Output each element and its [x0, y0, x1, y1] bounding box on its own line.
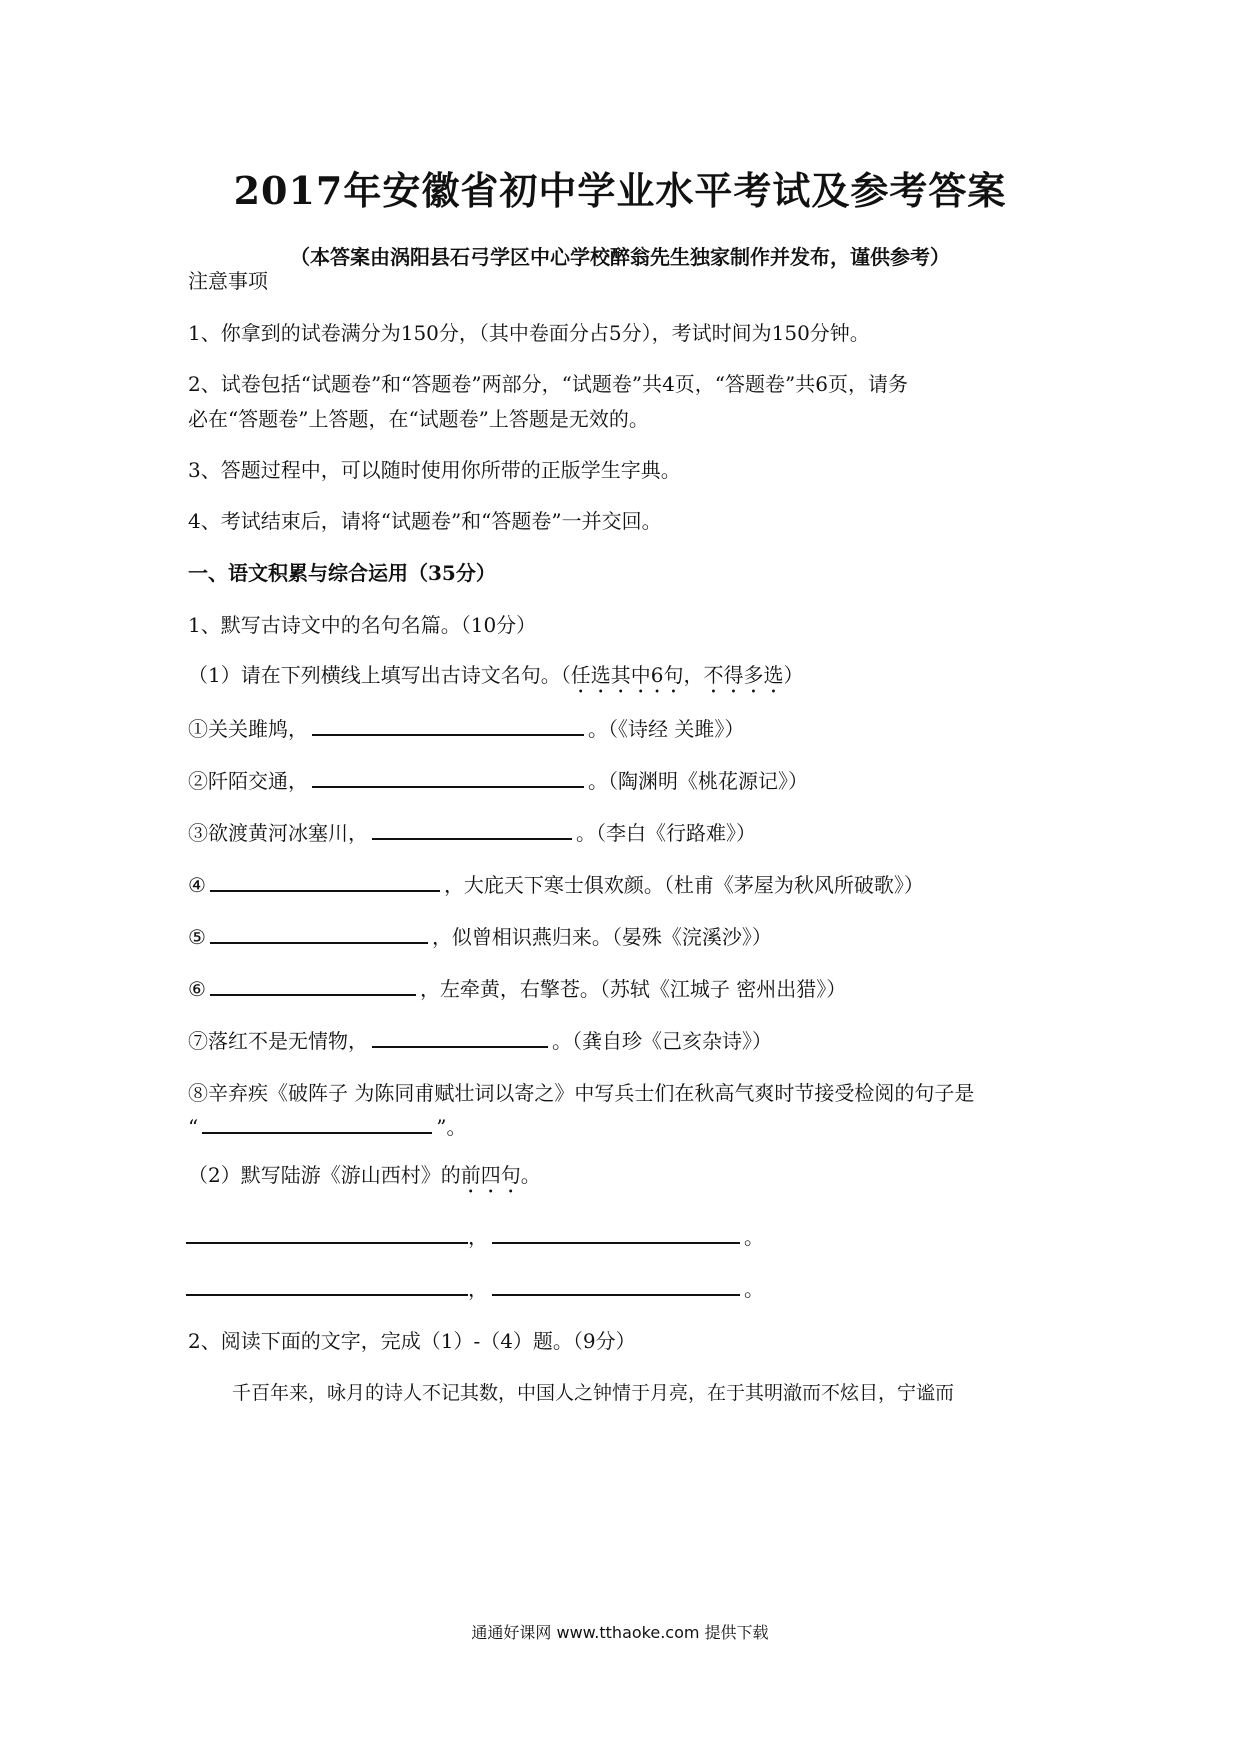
poem-line-1 — [186, 1222, 764, 1252]
fill-line-1 — [188, 714, 744, 744]
note-item-1: 1、你拿到的试卷满分为150分，（其中卷面分占5分），考试时间为150分钟。 — [188, 321, 870, 345]
answer-blank-8[interactable] — [202, 1112, 432, 1134]
section-heading: 一、语文积累与综合运用（35分） — [188, 561, 496, 585]
fill-line-1-prefix: ①关关雎鸠， — [188, 717, 308, 741]
fill-line-1-source: 。（《诗经 关雎》） — [588, 717, 745, 741]
fill-line-4-prefix: ④ — [188, 873, 206, 897]
answer-blank-7[interactable] — [372, 1026, 548, 1048]
q1p2-suffix: 。 — [520, 1163, 541, 1187]
fill-line-7-prefix: ⑦落红不是无情物， — [188, 1029, 368, 1053]
q1p1-suffix: ） — [783, 663, 804, 687]
note-item-2-cont: 必在“答题卷”上答题，在“试题卷”上答题是无效的。 — [188, 407, 649, 431]
answer-blank-3[interactable] — [372, 818, 572, 840]
fill-line-7 — [188, 1026, 772, 1056]
fill-line-5-source: ，似曾相识燕归来。（晏殊《浣溪沙》） — [431, 925, 772, 949]
fill-line-8-open-quote: “ — [188, 1115, 199, 1139]
answer-blank-10[interactable] — [492, 1222, 740, 1244]
note-item-3: 3、答题过程中，可以随时使用你所带的正版学生字典。 — [188, 458, 681, 482]
answer-blank-5[interactable] — [210, 922, 428, 944]
fill-line-5 — [188, 922, 772, 952]
page-title: 2017年安徽省初中学业水平考试及参考答案 — [233, 168, 1007, 213]
q1p2-emphasis: 前四句 — [460, 1163, 521, 1187]
poem-comma-1: ， — [468, 1225, 488, 1249]
answer-blank-2[interactable] — [312, 766, 584, 788]
answer-blank-12[interactable] — [492, 1274, 740, 1296]
question-1: 1、默写古诗文中的名句名篇。（10分） — [188, 613, 537, 637]
question-2: 2、阅读下面的文字，完成（1）-（4）题。（9分） — [188, 1329, 636, 1353]
question-1-part-2 — [188, 1160, 541, 1198]
fill-line-8-close-quote: ”。 — [436, 1115, 467, 1139]
poem-comma-2: ， — [468, 1277, 488, 1301]
footer-credit: 通通好课网 www.tthaoke.com 提供下载 — [471, 1623, 769, 1642]
fill-line-3 — [188, 818, 756, 848]
fill-line-6-source: ，左牵黄，右擎苍。（苏轼《江城子 密州出猎》） — [419, 977, 847, 1001]
fill-line-6 — [188, 974, 846, 1004]
poem-line-2 — [186, 1274, 764, 1304]
poem-period-1: 。 — [744, 1225, 764, 1249]
fill-line-3-prefix: ③欲渡黄河冰塞川， — [188, 821, 368, 845]
answer-blank-9[interactable] — [186, 1222, 468, 1244]
fill-line-7-source: 。（龚自珍《己亥杂诗》） — [552, 1029, 772, 1053]
poem-period-2: 。 — [744, 1277, 764, 1301]
fill-line-4 — [188, 870, 924, 900]
note-item-2: 2、试卷包括“试题卷”和“答题卷”两部分，“试题卷”共4页，“答题卷”共6页，请务 — [188, 372, 908, 396]
q1p1-emphasis: 任选其中6句，不得多选 — [570, 663, 784, 687]
fill-line-5-prefix: ⑤ — [188, 925, 206, 949]
fill-line-8-cont — [188, 1112, 466, 1142]
note-item-4: 4、考试结束后，请将“试题卷”和“答题卷”一并交回。 — [188, 509, 662, 533]
q1p2-prefix: （2）默写陆游《游山西村》的 — [188, 1163, 461, 1187]
fill-line-4-source: ，大庇天下寒士俱欢颜。（杜甫《茅屋为秋风所破歌》） — [443, 873, 924, 897]
fill-line-3-source: 。（李白《行路难》） — [576, 821, 756, 845]
answer-blank-1[interactable] — [312, 714, 584, 736]
fill-line-6-prefix: ⑥ — [188, 977, 206, 1001]
fill-line-2-source: 。（陶渊明《桃花源记》） — [588, 769, 808, 793]
answer-blank-6[interactable] — [210, 974, 416, 996]
answer-blank-4[interactable] — [210, 870, 440, 892]
answer-blank-11[interactable] — [186, 1274, 468, 1296]
fill-line-2-prefix: ②阡陌交通， — [188, 769, 308, 793]
fill-line-8: ⑧辛弃疾《破阵子 为陈同甫赋壮词以寄之》中写兵士们在秋高气爽时节接受检阅的句子是 — [188, 1081, 975, 1105]
q1p1-prefix: （1）请在下列横线上填写出古诗文名句。（ — [188, 663, 571, 687]
notes-heading: 注意事项 — [188, 269, 268, 293]
page-subtitle: （本答案由涡阳县石弓学区中心学校醉翁先生独家制作并发布，谨供参考） — [290, 245, 950, 269]
reading-passage: 千百年来，咏月的诗人不记其数，中国人之钟情于月亮，在于其明澈而不炫目，宁谧而 — [232, 1382, 955, 1404]
question-1-part-1 — [188, 660, 803, 698]
fill-line-2 — [188, 766, 808, 796]
